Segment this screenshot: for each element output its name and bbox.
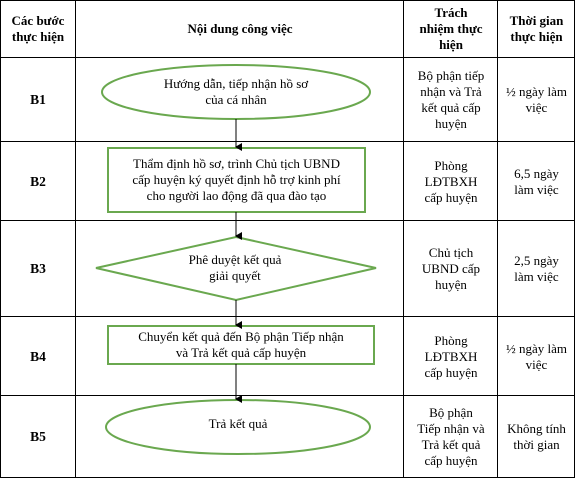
task-text: Chuyển kết quả đến Bộ phận Tiếp nhận và Trả kết quả cấp huyện	[138, 329, 344, 360]
responsibility-text: Bộ phận tiếp nhận và Trả kết quả cấp huyện	[417, 68, 485, 131]
responsibility-text: Phòng LĐTBXH cấp huyện	[424, 332, 478, 380]
responsibility-text: Chủ tịch UBND cấp huyện	[421, 245, 481, 292]
step-label: B1	[30, 92, 46, 107]
step-label: B5	[30, 429, 46, 444]
time-text: 2,5 ngày làm việc	[514, 253, 559, 284]
header-time: Thời gian thực hiện	[509, 13, 564, 44]
step-label: B2	[30, 173, 46, 189]
time-text: 6,5 ngày làm việc	[514, 165, 559, 197]
responsibility-text: Bộ phận Tiếp nhận và Trả kết quả cấp huyện	[417, 405, 485, 468]
header-responsibility: Trách nhiệm thực hiện	[419, 5, 483, 52]
header-step: Các bước thực hiện	[11, 13, 65, 44]
responsibility-text: Phòng LĐTBXH cấp huyện	[424, 157, 478, 205]
time-text: ½ ngày làm việc	[505, 84, 567, 115]
task-text: Hướng dẫn, tiếp nhận hồ sơ của cá nhân	[163, 76, 309, 107]
task-text: Thẩm định hồ sơ, trình Chủ tịch UBND cấp huyện ký quyết định hỗ trợ kinh phí cho người lao động đã qua đào tạo	[132, 156, 341, 203]
header-content: Nội dung công việc	[187, 21, 293, 36]
task-text: Trả kết quả	[208, 416, 268, 431]
time-text: Không tính thời gian	[507, 421, 566, 452]
time-text: ½ ngày làm việc	[505, 340, 567, 372]
step-label: B4	[30, 348, 46, 364]
task-text: Phê duyệt kết quả giải quyết	[188, 252, 282, 283]
step-label: B3	[30, 261, 46, 276]
